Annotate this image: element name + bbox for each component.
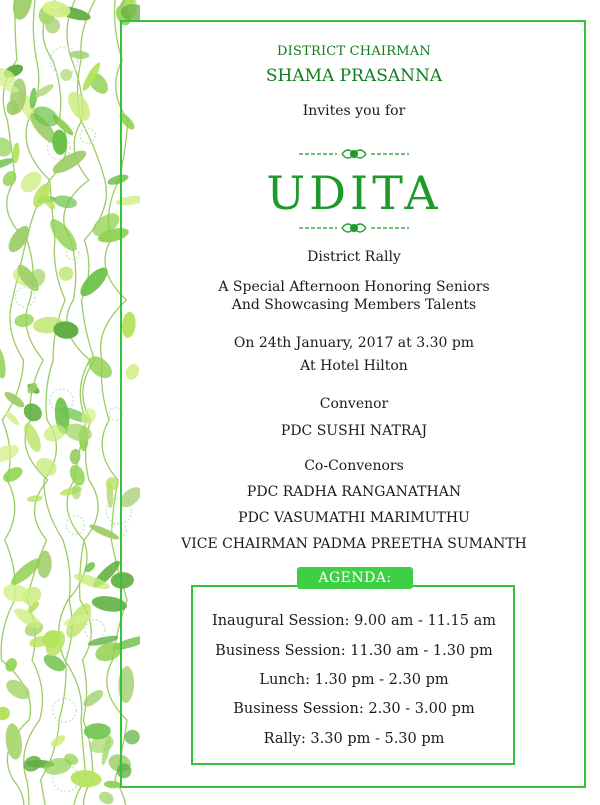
host-name: SHAMA PRASANNA xyxy=(265,66,443,86)
host-role: DISTRICT CHAIRMAN xyxy=(277,44,431,59)
co-convenor-name: PDC RADHA RANGANATHAN xyxy=(246,484,462,500)
leaf-pattern-icon xyxy=(0,0,140,805)
invite-line: Invites you for xyxy=(302,103,406,119)
ornament-divider-top-icon xyxy=(297,145,411,163)
co-convenor-name: PDC VASUMATHI MARIMUTHU xyxy=(238,510,470,526)
agenda-label: AGENDA: xyxy=(297,567,413,589)
co-convenor-name: VICE CHAIRMAN PADMA PREETHA SUMANTH xyxy=(181,536,527,552)
convenor-label: Convenor xyxy=(319,396,389,412)
event-description-line1: A Special Afternoon Honoring Seniors xyxy=(218,279,490,295)
event-title: UDITA xyxy=(266,166,442,220)
agenda-item: Lunch: 1.30 pm - 2.30 pm xyxy=(259,672,449,688)
invitation-content xyxy=(122,0,586,805)
event-date-time: On 24th January, 2017 at 3.30 pm xyxy=(233,335,475,351)
co-convenors-label: Co-Convenors xyxy=(304,458,404,474)
agenda-item: Business Session: 2.30 - 3.00 pm xyxy=(233,701,475,717)
event-venue: At Hotel Hilton xyxy=(300,358,408,374)
agenda-item: Inaugural Session: 9.00 am - 11.15 am xyxy=(211,613,496,629)
agenda-item: Rally: 3.30 pm - 5.30 pm xyxy=(263,731,445,747)
convenor-name: PDC SUSHI NATRAJ xyxy=(280,423,428,439)
event-description-line2: And Showcasing Members Talents xyxy=(231,297,477,313)
leaf-border-decoration xyxy=(0,0,140,805)
event-subtitle: District Rally xyxy=(307,249,401,265)
ornament-divider-bottom-icon xyxy=(297,219,411,237)
agenda-item: Business Session: 11.30 am - 1.30 pm xyxy=(215,643,493,659)
